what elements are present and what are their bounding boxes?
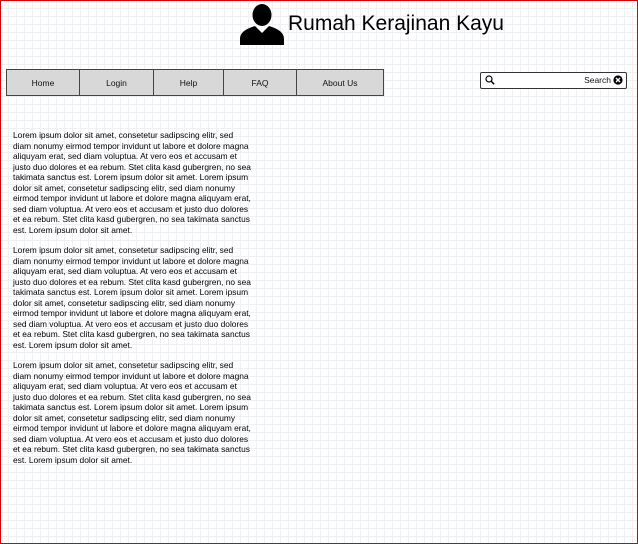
close-icon[interactable] — [613, 75, 623, 85]
paragraph: Lorem ipsum dolor sit amet, consetetur sadipscing elitr, sed diam nonumy eirmod tempor invidunt ut labore et dolore magna aliquyam erat, sed diam voluptua. At vero eos et accusam et justo duo dolores et ea rebum. Stet clita kasd gubergren, no sea takimata sanctus est. Lorem ipsum dolor sit amet. Lorem ipsum dolor sit amet, consetetur sadipscing elitr, sed diam nonumy eirmod tempor invidunt ut labore et dolore magna aliquyam erat, sed diam voluptua. At vero eos et accusam et justo duo dolores et ea rebum. Stet clita kasd gubergren, no sea takimata sanctus est. Lorem ipsum dolor sit amet. — [13, 245, 251, 350]
search-label: Search — [584, 75, 611, 85]
site-header — [240, 3, 504, 45]
nav-item-home[interactable]: Home — [7, 70, 80, 95]
main-nav — [6, 69, 384, 96]
user-icon — [240, 3, 284, 45]
nav-item-about-us[interactable]: About Us — [322, 77, 358, 88]
paragraph: Lorem ipsum dolor sit amet, consetetur sadipscing elitr, sed diam nonumy eirmod tempor invidunt ut labore et dolore magna aliquyam erat, sed diam voluptua. At vero eos et accusam et justo duo dolores et ea rebum. Stet clita kasd gubergren, no sea takimata sanctus est. Lorem ipsum dolor sit amet. Lorem ipsum dolor sit amet, consetetur sadipscing elitr, sed diam nonumy eirmod tempor invidunt ut labore et dolore magna aliquyam erat, sed diam voluptua. At vero eos et accusam et justo duo dolores et ea rebum. Stet clita kasd gubergren, no sea takimata sanctus est. Lorem ipsum dolor sit amet. — [13, 130, 251, 235]
search-icon — [485, 75, 495, 85]
nav-item-faq[interactable]: FAQ — [224, 70, 297, 95]
main-content — [13, 130, 251, 475]
nav-item-login[interactable]: Login — [80, 70, 154, 95]
search-input[interactable] — [497, 73, 581, 88]
site-title: Rumah Kerajinan Kayu — [288, 12, 504, 35]
search-box — [480, 72, 627, 89]
paragraph: Lorem ipsum dolor sit amet, consetetur sadipscing elitr, sed diam nonumy eirmod tempor invidunt ut labore et dolore magna aliquyam erat, sed diam voluptua. At vero eos et accusam et justo duo dolores et ea rebum. Stet clita kasd gubergren, no sea takimata sanctus est. Lorem ipsum dolor sit amet. Lorem ipsum dolor sit amet, consetetur sadipscing elitr, sed diam nonumy eirmod tempor invidunt ut labore et dolore magna aliquyam erat, sed diam voluptua. At vero eos et accusam et justo duo dolores et ea rebum. Stet clita kasd gubergren, no sea takimata sanctus est. Lorem ipsum dolor sit amet. — [13, 360, 251, 465]
nav-item-help[interactable]: Help — [154, 70, 224, 95]
